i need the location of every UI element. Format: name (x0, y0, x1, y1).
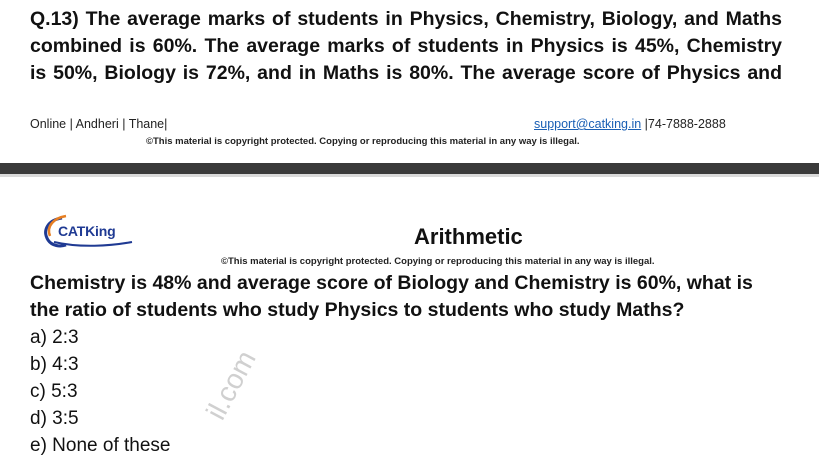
answer-options (30, 324, 170, 459)
footer-phone: |74-7888-2888 (641, 117, 726, 131)
logo-text: CATKing (58, 223, 116, 239)
option-d: d) 3:5 (30, 408, 79, 429)
option-b: b) 4:3 (30, 354, 79, 375)
page-separator-edge (0, 174, 819, 177)
watermark: il.com (200, 345, 262, 425)
copyright-notice-page2: ©This material is copyright protected. Copying or reproducing this material in any way is illegal. (221, 256, 655, 267)
support-email-link[interactable]: support@catking.in (534, 117, 642, 131)
page-1-bottom (0, 0, 819, 163)
question-continued-text: Chemistry is 48% and average score of Biology and Chemistry is 60%, what is the ratio of students who study Physics to students who study Maths? (30, 272, 753, 321)
option-e: e) None of these (30, 435, 171, 456)
section-title: Arithmetic (414, 224, 523, 249)
catking-logo (40, 212, 136, 252)
footer-contact (534, 117, 726, 131)
footer-locations: Online | Andheri | Thane| (30, 117, 168, 131)
question-text: Q.13) The average marks of students in Physics, Chemistry, Biology, and Maths combined is 60%. The average marks of students in Physics is 45%, Chemistry is 50%, Biology is 72%, and in Maths is 80%. The average score of Physics and (30, 8, 782, 84)
copyright-notice: ©This material is copyright protected. Copying or reproducing this material in any way is illegal. (146, 136, 580, 147)
page-separator (0, 163, 819, 174)
option-c: c) 5:3 (30, 381, 78, 402)
option-a: a) 2:3 (30, 327, 79, 348)
